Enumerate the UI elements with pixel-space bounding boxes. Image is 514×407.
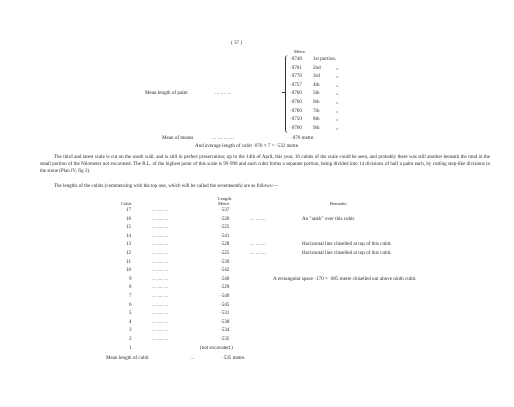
palm-label-dots: ... ... ... [215, 90, 232, 96]
cubit-length: ·540 [220, 275, 230, 282]
mean-cubit-label: Mean length of cubit [106, 355, 149, 361]
remark-dots: ... ... ... [250, 241, 267, 248]
palm-ditto: ,, [336, 64, 339, 71]
cubit-number: 5 [129, 310, 132, 317]
cubit-number: 11 [126, 258, 131, 265]
palm-value: ·0761 [290, 64, 302, 71]
cubit-dots: ... ... ... [152, 224, 169, 231]
cubit-number: 14 [126, 232, 132, 239]
cubit-length: ·539 [220, 258, 230, 265]
palm-portion: 3rd [313, 73, 320, 80]
cubit-number: 16 [126, 215, 132, 222]
cubit-length: ·545 [220, 301, 230, 308]
cubit-length: ·525 [220, 224, 230, 231]
cubit-length: ·535 [220, 336, 230, 342]
cubit-dots: ... ... ... [152, 293, 169, 299]
mean-cubit-value: ·535 metre. [222, 355, 246, 361]
cubit-length: ·537 [220, 207, 230, 213]
cubit-dots: ... ... ... [152, 215, 169, 222]
palm-value: ·0748 [290, 56, 302, 62]
cubit-length: ·528 [220, 241, 230, 248]
cubit-length: ·525 [220, 250, 230, 256]
cubit-number: 17 [126, 207, 132, 213]
cubit-number: 9 [129, 275, 132, 282]
cubit-length: ·534 [220, 327, 230, 334]
cubit-length: ·526 [220, 215, 230, 222]
cubit-header: Cubit. [121, 201, 133, 206]
length-header: Length. [218, 196, 233, 201]
cubit-dots: ... ... ... [152, 207, 169, 213]
cubit-dots: ... ... ... [152, 318, 169, 325]
paragraph-cubit-lengths: The lengths of the cubits (commencing with the top one, which will be called the seventeenth) are as follows:— [54, 184, 278, 189]
cubit-number: 6 [129, 301, 132, 308]
cubit-number: 15 [126, 224, 132, 231]
cubit-remark: Horizontal line chiselled at top of this cubit. [302, 241, 392, 248]
palm-portion: 2nd [313, 64, 321, 71]
cubit-length: ·541 [220, 232, 230, 239]
metre-header: Metre. [218, 201, 231, 206]
cubit-length: ·529 [220, 284, 230, 291]
cubit-remark: A rectangular space ·170 × ·085 metre chiselled out above ninth cubit. [273, 275, 417, 282]
palm-ditto: ,, [336, 99, 339, 105]
cubit-dots: ... ... ... [152, 327, 169, 334]
cubit-length: ·538 [220, 318, 230, 325]
palm-value: ·0760 [290, 124, 302, 131]
cubit-length: ·540 [220, 293, 230, 299]
cubit-dots: ... ... ... [152, 284, 169, 291]
cubit-number: 4 [129, 318, 132, 325]
cubit-dots: ... ... ... [152, 301, 169, 308]
palm-ditto: ,, [336, 107, 339, 114]
mean-of-means-label: Mean of means [162, 135, 194, 141]
cubit-number: 2 [129, 336, 132, 342]
palm-value: ·0770 [290, 73, 302, 80]
remarks-header: Remarks. [330, 201, 348, 206]
palm-ditto: ,, [336, 90, 339, 97]
palm-value: ·0757 [290, 81, 302, 88]
cubit-dots: ... ... ... [152, 250, 169, 256]
mean-cubit-dots: ... [190, 355, 195, 361]
cubit-dots: ... ... ... [152, 232, 169, 239]
palm-ditto: ,, [336, 124, 339, 131]
cubit-remark: An "ankh" over this cubit. [302, 215, 356, 222]
cubit-length: (not excavated.) [200, 344, 233, 351]
cubit-dots: ... ... ... [152, 310, 169, 317]
cubit-number: 12 [126, 250, 132, 256]
palm-ditto: ,, [336, 73, 339, 80]
cubit-dots: ... ... ... [152, 241, 169, 248]
palm-portion: 5th [313, 90, 320, 97]
palm-portion: 7th [313, 107, 320, 114]
remark-dots: ... ... ... [250, 250, 267, 256]
remark-dots: ... ... ... [250, 215, 267, 222]
cubit-dots: ... ... ... [152, 275, 169, 282]
palm-value: ·0760 [290, 99, 302, 105]
cubit-dots: ... ... ... [152, 336, 169, 342]
cubit-remark: Horizontal line chiselled at top of this cubit. [302, 250, 392, 256]
cubit-number: 7 [129, 293, 132, 299]
palm-ditto: ,, [336, 81, 339, 88]
palm-label: Mean length of palm [145, 90, 188, 96]
cubit-dots: ... ... ... [152, 258, 169, 265]
cubit-dots: ... ... ... [152, 267, 169, 274]
average-cubit-line: And average length of cubit ·076 × 7 = ·532 metre. [195, 143, 300, 149]
palm-value: ·0760 [290, 107, 302, 114]
cubit-length: ·542 [220, 267, 230, 274]
mean-of-means-dots: ... ... ... ... [212, 135, 235, 141]
palm-portion: 4th [313, 81, 320, 88]
palm-metre-header: Metre. [294, 49, 307, 54]
palm-portion: 8th [313, 116, 320, 123]
cubit-number: 1 [129, 344, 132, 351]
palm-brace-tip [282, 92, 285, 93]
cubit-number: 13 [126, 241, 132, 248]
cubit-number: 8 [129, 284, 132, 291]
palm-portion: 1st portion. [313, 56, 337, 62]
cubit-number: 10 [126, 267, 132, 274]
page-number: ( 37 ) [231, 40, 243, 46]
paragraph-third-scale: The third and latest scale is cut on the south wall, and is still in perfect preservation; up to the 14th of April, this year, 16 cubits of the scale could be seen, and probably there was still another beneath the mud in the small portion of the Nilometer not excavated. The R.L. of the highest point of this scale is 99·990 and each cubit forms a separate portion, being divided into 14 divisions of half a palm each, by cutting step-like divisions in the stone (Plan IV, fig 3). [40, 155, 490, 174]
mean-of-means-value: ·076 metre. [291, 135, 315, 141]
palm-value: ·0760 [290, 90, 302, 97]
palm-portion: 9th [313, 124, 320, 131]
cubit-number: 3 [129, 327, 132, 334]
palm-value: ·0750 [290, 116, 302, 123]
palm-portion: 6th [313, 99, 320, 105]
cubit-length: ·531 [220, 310, 230, 317]
palm-ditto: ,, [336, 116, 339, 123]
